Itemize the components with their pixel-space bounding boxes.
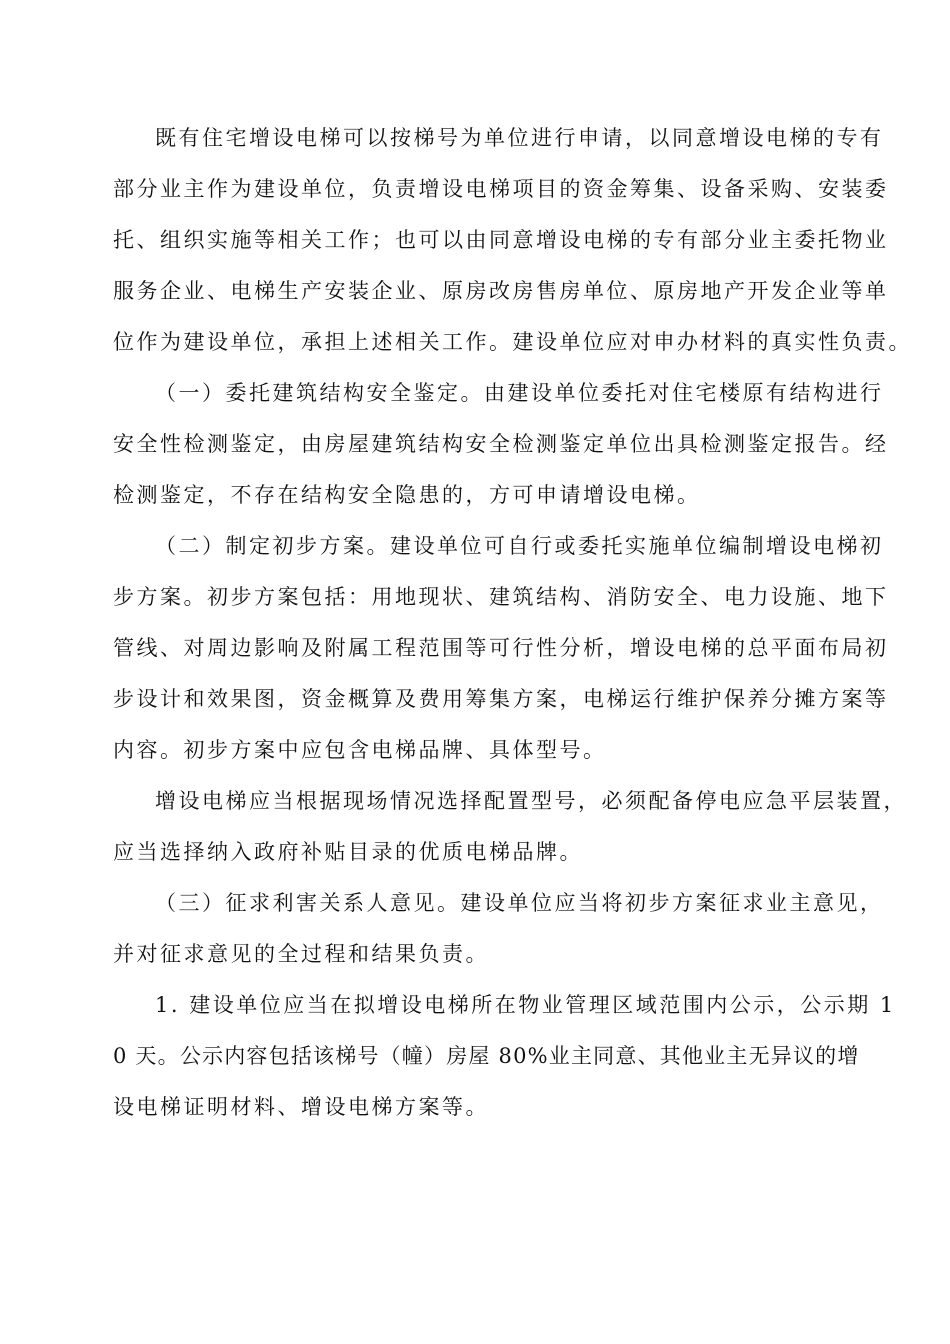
text-line: 并对征求意见的全过程和结果负责。 (113, 942, 489, 966)
text-line: 内容。初步方案中应包含电梯品牌、具体型号。 (113, 738, 607, 762)
section-heading-line: （一）委托建筑结构安全鉴定。由建设单位委托对住宅楼原有结构进行 (155, 381, 884, 405)
section-heading-line: （二）制定初步方案。建设单位可自行或委托实施单位编制增设电梯初 (155, 534, 884, 558)
text-line: 设电梯证明材料、增设电梯方案等。 (113, 1095, 489, 1119)
text-line: 步设计和效果图，资金概算及费用筹集方案，电梯运行维护保养分摊方案等 (113, 687, 889, 711)
text-line: 应当选择纳入政府补贴目录的优质电梯品牌。 (113, 840, 583, 864)
text-line: 服务企业、电梯生产安装企业、原房改房售房单位、原房地产开发企业等单 (113, 279, 889, 303)
text-line: 安全性检测鉴定，由房屋建筑结构安全检测鉴定单位出具检测鉴定报告。经 (113, 432, 889, 456)
text-line: 托、组织实施等相关工作；也可以由同意增设电梯的专有部分业主委托物业 (113, 228, 889, 252)
list-item-line: 1. 建设单位应当在拟增设电梯所在物业管理区域范围内公示，公示期 1 (155, 993, 896, 1017)
text-line: 检测鉴定，不存在结构安全隐患的，方可申请增设电梯。 (113, 483, 701, 507)
section-heading-line: （三）征求利害关系人意见。建设单位应当将初步方案征求业主意见， (155, 891, 884, 915)
text-line: 增设电梯应当根据现场情况选择配置型号，必须配备停电应急平层装置， (155, 789, 907, 813)
text-line: 部分业主作为建设单位，负责增设电梯项目的资金筹集、设备采购、安装委 (113, 177, 889, 201)
text-line: 既有住宅增设电梯可以按梯号为单位进行申请，以同意增设电梯的专有 (155, 126, 884, 150)
text-line: 步方案。初步方案包括：用地现状、建筑结构、消防安全、电力设施、地下 (113, 585, 889, 609)
text-line: 0 天。公示内容包括该梯号（幢）房屋 80%业主同意、其他业主无异议的增 (113, 1044, 860, 1068)
text-line: 位作为建设单位，承担上述相关工作。建设单位应对申办材料的真实性负责。 (113, 330, 912, 354)
text-line: 管线、对周边影响及附属工程范围等可行性分析，增设电梯的总平面布局初 (113, 636, 889, 660)
